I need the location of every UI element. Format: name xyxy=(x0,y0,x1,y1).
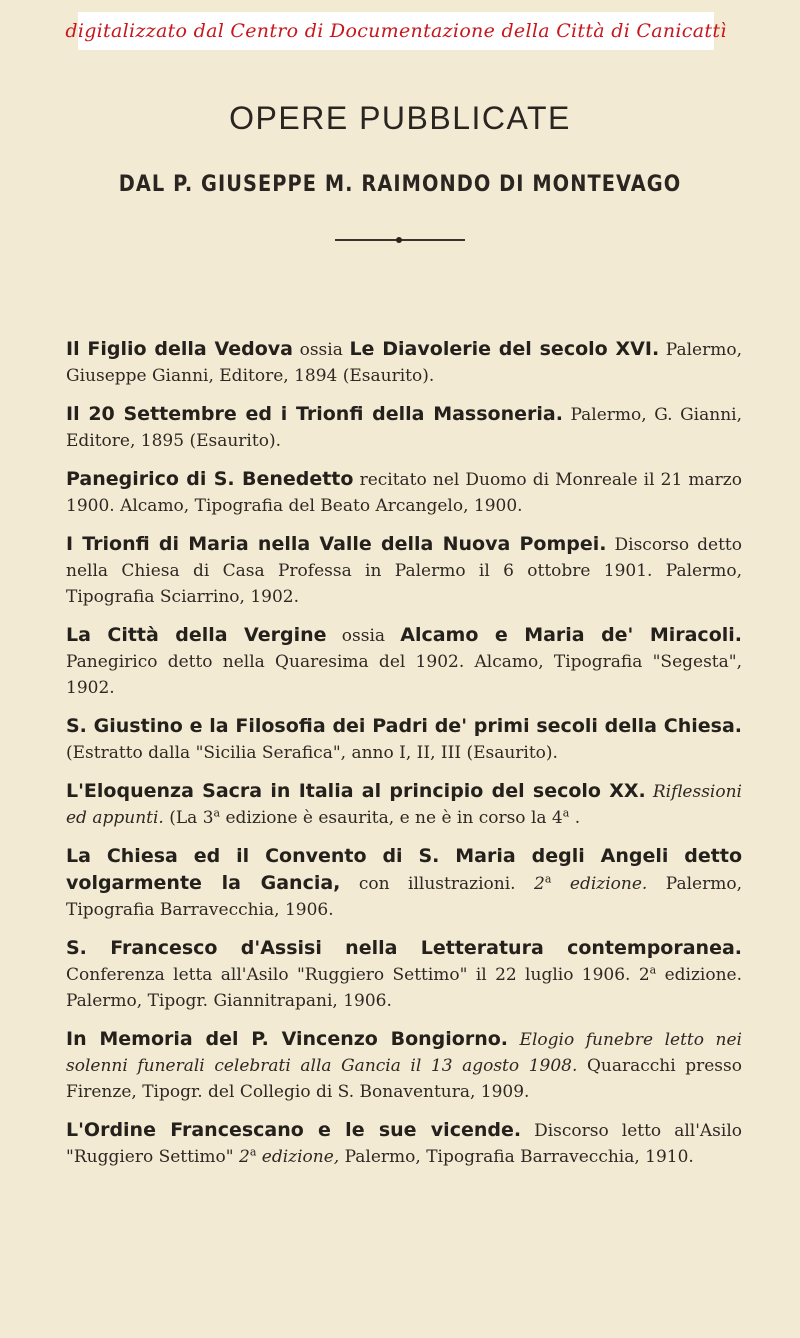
list-item: Il 20 Settembre ed i Trionfi della Massoneria. Palermo, G. Gianni, Editore, 1895 (Esaurito). xyxy=(66,403,742,451)
list-item: L'Ordine Francescano e le sue vicende. Discorso letto all'Asilo "Ruggiero Settimo" 2$^a$ edizione, Palermo, Tipografia Barravecchia, 1910. xyxy=(66,1119,742,1167)
list-item: L'Eloquenza Sacra in Italia al principio del secolo XX. Riflessioni ed appunti. (La 3$^a$ edizione è esaurita, e ne è in corso la 4$^a$ . xyxy=(66,780,742,828)
list-item: La Città della Vergine ossia Alcamo e Maria de' Miracoli. Panegirico detto nella Quaresima del 1902. Alcamo, Tipografia "Segesta", 1902. xyxy=(66,624,742,698)
list-item: I Trionfi di Maria nella Valle della Nuova Pompei. Discorso detto nella Chiesa di Casa Professa in Palermo il 6 ottobre 1901. Palermo, Tipografia Sciarrino, 1902. xyxy=(66,533,742,607)
digitization-watermark: digitalizzato dal Centro di Documentazione della Città di Canicattì xyxy=(78,12,714,50)
list-item: Panegirico di S. Benedetto recitato nel Duomo di Monreale il 21 marzo 1900. Alcamo, Tipografia del Beato Arcangelo, 1900. xyxy=(66,468,742,516)
divider-dot-icon xyxy=(396,237,402,243)
list-item: S. Francesco d'Assisi nella Letteratura contemporanea. Conferenza letta all'Asilo "Ruggiero Settimo" il 22 luglio 1906. 2$^a$ edizione. Palermo, Tipogr. Giannitrapani, 1906. xyxy=(66,937,742,1011)
list-item: La Chiesa ed il Convento di S. Maria degli Angeli detto volgarmente la Gancia, con illustrazioni. 2$^a$ edizione. Palermo, Tipografia Barravecchia, 1906. xyxy=(66,845,742,920)
publication-list xyxy=(66,336,742,1182)
list-item: In Memoria del P. Vincenzo Bongiorno. Elogio funebre letto nei solenni funerali celebrati alla Gancia il 13 agosto 1908. Quaracchi presso Firenze, Tipogr. del Collegio di S. Bonaventura, 1909. xyxy=(66,1028,742,1102)
page-title: OPERE PUBBLICATE xyxy=(229,100,571,136)
page-subtitle: DAL P. GIUSEPPE M. RAIMONDO DI MONTEVAGO xyxy=(118,172,682,197)
list-item: S. Giustino e la Filosofia dei Padri de' primi secoli della Chiesa. (Estratto dalla "Sicilia Serafica", anno I, II, III (Esaurito). xyxy=(66,715,742,763)
list-item: Il Figlio della Vedova ossia Le Diavolerie del secolo XVI. Palermo, Giuseppe Gianni, Editore, 1894 (Esaurito). xyxy=(66,338,742,386)
